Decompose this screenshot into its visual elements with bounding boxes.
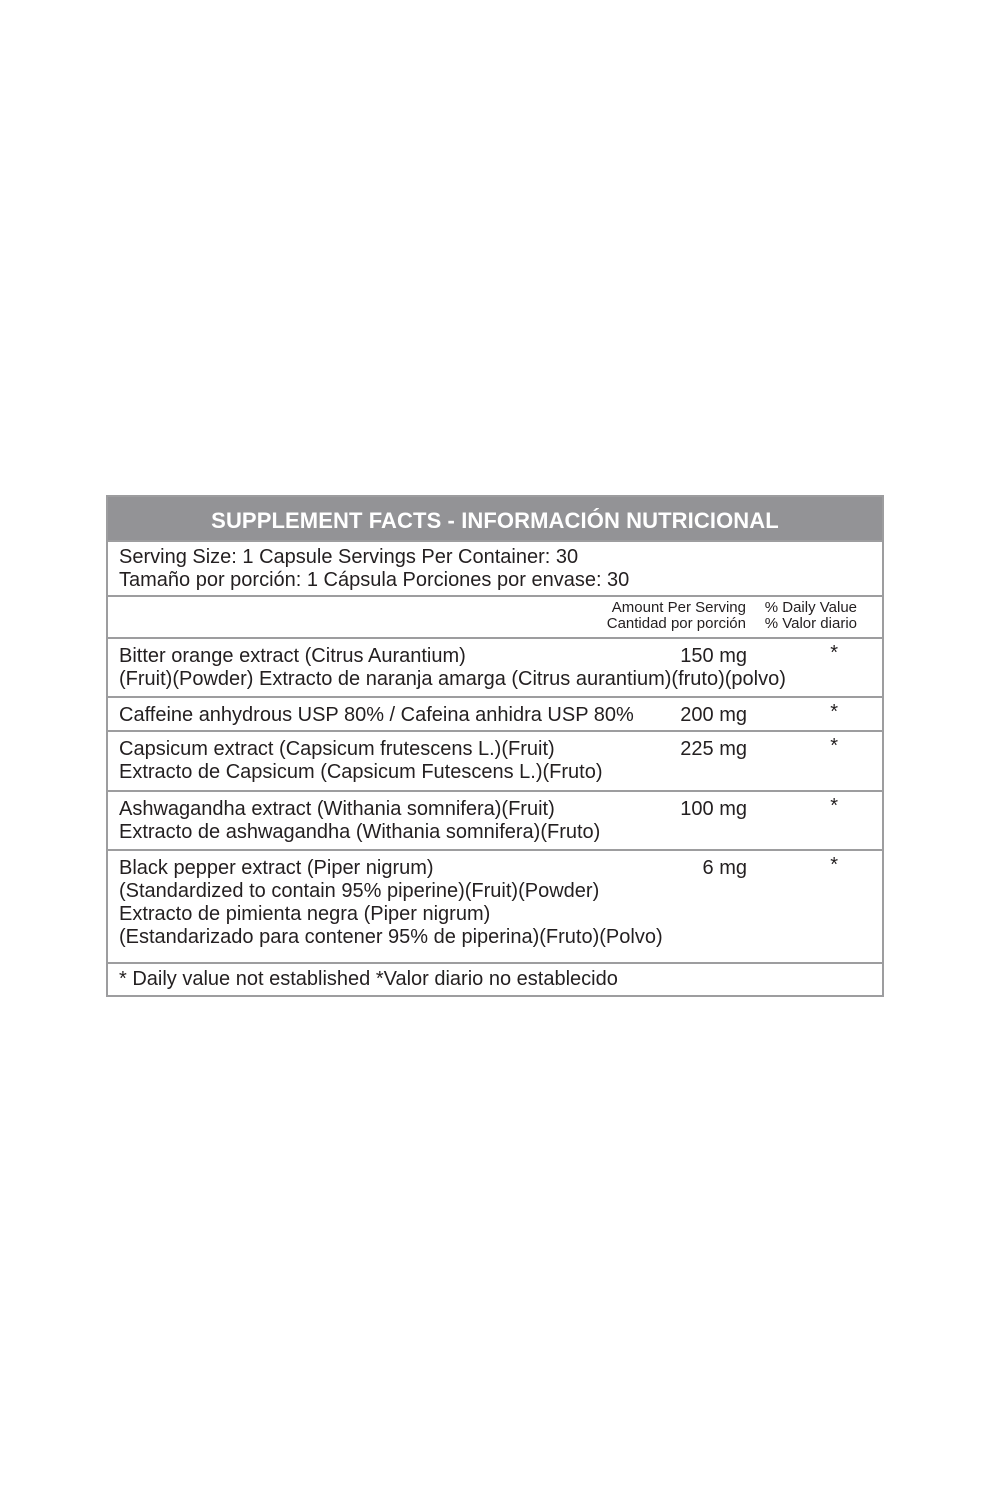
ingredient-name xyxy=(108,851,882,949)
daily-value-column-header xyxy=(765,600,857,632)
ingredient-row xyxy=(108,730,882,790)
ingredient-amount: 200 mg xyxy=(680,704,747,726)
ingredient-line: Black pepper extract (Piper nigrum) xyxy=(119,857,434,879)
ingredient-amount: 225 mg xyxy=(680,738,747,760)
footnote: * Daily value not established *Valor diario no establecido xyxy=(108,962,882,995)
ingredient-daily-value: * xyxy=(830,795,838,817)
ingredient-line: (Estandarizado para contener 95% de piperina)(Fruto)(Polvo) xyxy=(119,926,663,948)
ingredient-amount: 6 mg xyxy=(702,857,747,879)
ingredient-line: (Standardized to contain 95% piperine)(Fruit)(Powder) xyxy=(119,880,600,902)
ingredient-name xyxy=(108,639,882,691)
serving-line-es: Tamaño por porción: 1 Cápsula Porciones por envase: 30 xyxy=(119,569,630,591)
amount-column-header xyxy=(607,600,746,632)
serving-info xyxy=(108,540,882,595)
ingredient-line: Ashwagandha extract (Withania somnifera)(Fruit) xyxy=(119,798,555,820)
ingredient-amount: 100 mg xyxy=(680,798,747,820)
ingredient-name xyxy=(108,732,882,784)
amount-header-en: Amount Per Serving xyxy=(611,599,746,616)
ingredient-line: Extracto de Capsicum (Capsicum Futescens L.)(Fruto) xyxy=(119,761,603,783)
amount-header-es: Cantidad por porción xyxy=(606,615,746,632)
ingredient-line: Bitter orange extract (Citrus Aurantium) xyxy=(119,645,466,667)
ingredient-line: Extracto de pimienta negra (Piper nigrum) xyxy=(119,903,491,925)
facts-title: SUPPLEMENT FACTS - INFORMACIÓN NUTRICIONAL xyxy=(108,497,882,540)
ingredient-line: Extracto de ashwagandha (Withania somnifera)(Fruto) xyxy=(119,821,601,843)
dv-header-es: % Valor diario xyxy=(764,615,857,632)
ingredient-line: Caffeine anhydrous USP 80% / Cafeina anhidra USP 80% xyxy=(119,704,634,726)
ingredient-daily-value: * xyxy=(830,854,838,876)
ingredient-amount: 150 mg xyxy=(680,645,747,667)
ingredient-daily-value: * xyxy=(830,701,838,723)
ingredient-line: (Fruit)(Powder) Extracto de naranja amarga (Citrus aurantium)(fruto)(polvo) xyxy=(119,668,786,690)
ingredient-daily-value: * xyxy=(830,642,838,664)
ingredient-row xyxy=(108,637,882,696)
serving-line-en: Serving Size: 1 Capsule Servings Per Container: 30 xyxy=(119,546,579,568)
ingredient-row xyxy=(108,790,882,849)
ingredient-line: Capsicum extract (Capsicum frutescens L.)(Fruit) xyxy=(119,738,555,760)
ingredient-daily-value: * xyxy=(830,735,838,757)
ingredient-row xyxy=(108,696,882,730)
ingredient-name xyxy=(108,698,882,727)
ingredient-name xyxy=(108,792,882,844)
ingredient-row xyxy=(108,849,882,962)
column-headers xyxy=(108,595,882,637)
supplement-facts-panel xyxy=(106,495,884,997)
dv-header-en: % Daily Value xyxy=(764,599,857,616)
